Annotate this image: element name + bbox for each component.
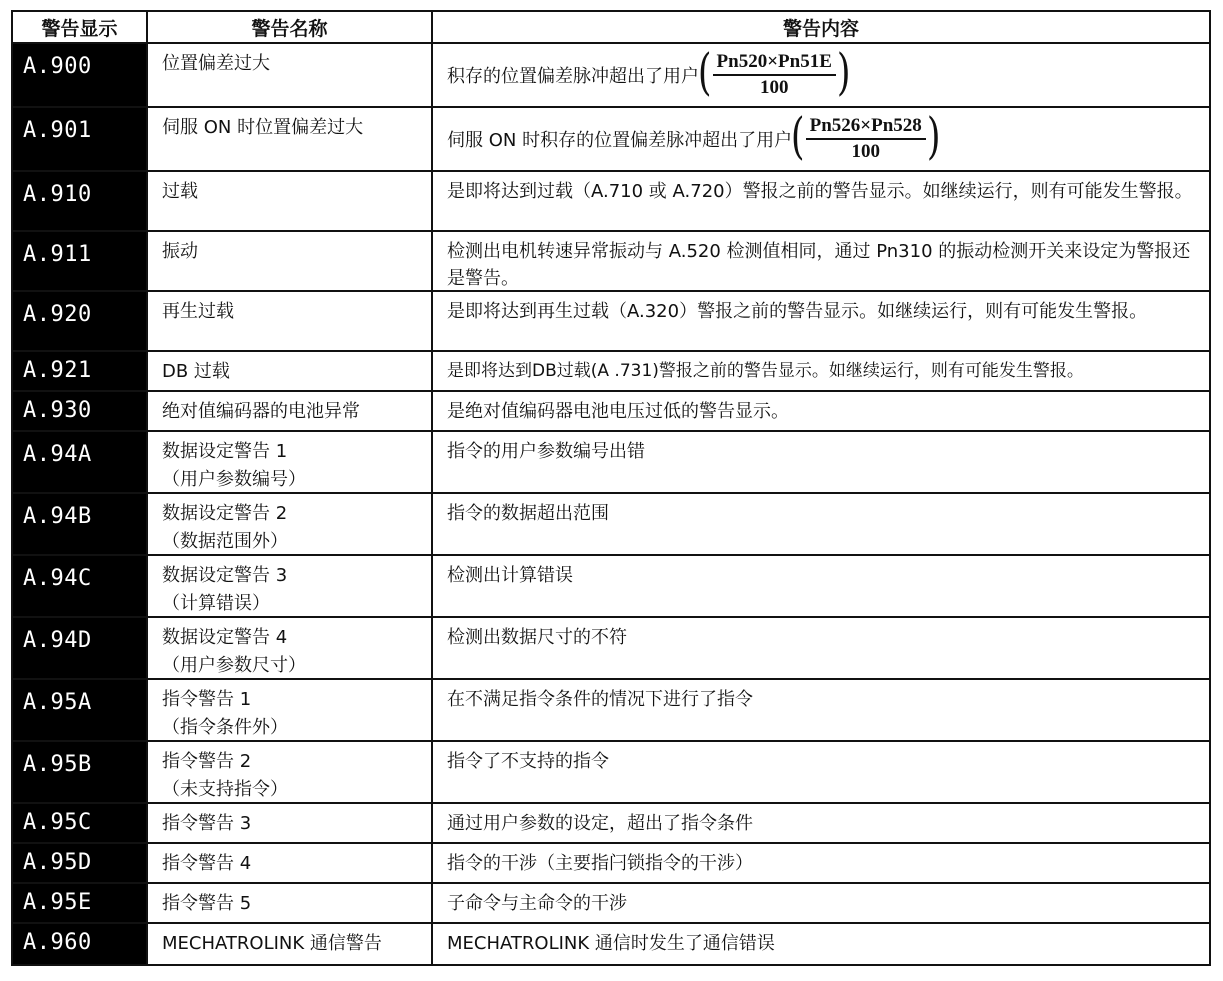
content-text: 伺服 ON 时积存的位置偏差脉冲超出了用户 bbox=[447, 130, 793, 151]
alarm-code: A.960 bbox=[13, 924, 148, 964]
header-name: 警告名称 bbox=[148, 12, 433, 42]
table-row bbox=[13, 44, 1209, 108]
table-header-row bbox=[13, 12, 1209, 44]
alarm-name: 指令警告 1 （指令条件外） bbox=[148, 680, 433, 740]
left-paren: ( bbox=[697, 43, 712, 101]
alarm-code: A.900 bbox=[13, 44, 148, 106]
alarm-code: A.930 bbox=[13, 392, 148, 430]
alarm-content: 指令的用户参数编号出错 bbox=[447, 441, 645, 462]
table-row bbox=[13, 432, 1209, 494]
table-row bbox=[13, 556, 1209, 618]
alarm-content: 指令了不支持的指令 bbox=[447, 751, 609, 772]
alarm-name: 振动 bbox=[148, 232, 433, 290]
alarm-content: 子命令与主命令的干涉 bbox=[447, 893, 627, 914]
alarm-code: A.95D bbox=[13, 844, 148, 882]
alarm-name: 过载 bbox=[148, 172, 433, 230]
fraction-denominator: 100 bbox=[759, 77, 789, 98]
alarm-code: A.911 bbox=[13, 232, 148, 290]
alarm-name: MECHATROLINK 通信警告 bbox=[148, 924, 433, 964]
alarm-content: 指令的干涉（主要指闩锁指令的干涉） bbox=[447, 853, 753, 874]
alarm-name: DB 过载 bbox=[148, 352, 433, 390]
alarm-content: 指令的数据超出范围 bbox=[447, 503, 609, 524]
alarm-code: A.920 bbox=[13, 292, 148, 350]
alarm-name: 指令警告 4 bbox=[148, 844, 433, 882]
table-row bbox=[13, 804, 1209, 844]
alarm-name: 指令警告 2 （未支持指令） bbox=[148, 742, 433, 802]
alarm-content: 是绝对值编码器电池电压过低的警告显示。 bbox=[447, 401, 789, 422]
alarm-content: MECHATROLINK 通信时发生了通信错误 bbox=[447, 933, 775, 954]
fraction-denominator: 100 bbox=[851, 141, 880, 162]
alarm-name: 位置偏差过大 bbox=[148, 44, 433, 106]
fraction bbox=[806, 114, 926, 164]
table-row bbox=[13, 742, 1209, 804]
alarm-content: 是即将达到DB过载(A .731)警报之前的警告显示。如继续运行，则有可能发生警报。 bbox=[447, 361, 1084, 381]
right-paren: ) bbox=[926, 107, 941, 165]
alarm-name: 指令警告 3 bbox=[148, 804, 433, 842]
alarm-content: 是即将达到过载（A.710 或 A.720）警报之前的警告显示。如继续运行，则有可能发生警报。 bbox=[447, 181, 1193, 202]
alarm-name: 指令警告 5 bbox=[148, 884, 433, 922]
fraction-numerator: Pn520×Pn51E bbox=[713, 50, 836, 76]
alarm-code: A.94B bbox=[13, 494, 148, 554]
alarm-code: A.95C bbox=[13, 804, 148, 842]
alarm-code: A.95B bbox=[13, 742, 148, 802]
table-row bbox=[13, 352, 1209, 392]
alarm-code: A.921 bbox=[13, 352, 148, 390]
table-row bbox=[13, 618, 1209, 680]
alarm-content: 检测出计算错误 bbox=[447, 565, 573, 586]
alarm-content: 检测出数据尺寸的不符 bbox=[447, 627, 627, 648]
left-paren: ( bbox=[791, 107, 805, 165]
fraction bbox=[713, 50, 836, 100]
table-row bbox=[13, 108, 1209, 172]
alarm-code: A.95A bbox=[13, 680, 148, 740]
alarm-content bbox=[433, 44, 1209, 106]
alarm-name: 数据设定警告 4 （用户参数尺寸） bbox=[148, 618, 433, 678]
table-row bbox=[13, 924, 1209, 964]
table-row bbox=[13, 680, 1209, 742]
alarm-content: 是即将达到再生过载（A.320）警报之前的警告显示。如继续运行，则有可能发生警报。 bbox=[447, 301, 1148, 322]
alarm-name: 数据设定警告 3 （计算错误） bbox=[148, 556, 433, 616]
right-paren: ) bbox=[836, 43, 851, 101]
table-row bbox=[13, 292, 1209, 352]
alarm-content: 检测出电机转速异常振动与 A.520 检测值相同，通过 Pn310 的振动检测开关来设定为警报还是警告。 bbox=[447, 241, 1191, 289]
fraction-numerator: Pn526×Pn528 bbox=[806, 114, 926, 140]
table-row bbox=[13, 494, 1209, 556]
table-row bbox=[13, 392, 1209, 432]
alarm-name: 数据设定警告 2 （数据范围外） bbox=[148, 494, 433, 554]
header-code: 警告显示 bbox=[13, 12, 148, 42]
alarm-name: 绝对值编码器的电池异常 bbox=[148, 392, 433, 430]
alarm-code: A.94D bbox=[13, 618, 148, 678]
alarm-content: 通过用户参数的设定，超出了指令条件 bbox=[447, 813, 753, 834]
alarm-content: 在不满足指令条件的情况下进行了指令 bbox=[447, 689, 753, 710]
content-text: 积存的位置偏差脉冲超出了用户 bbox=[447, 66, 699, 87]
alarm-code: A.901 bbox=[13, 108, 148, 170]
alarm-name: 再生过载 bbox=[148, 292, 433, 350]
table-row bbox=[13, 232, 1209, 292]
alarm-code: A.95E bbox=[13, 884, 148, 922]
alarm-table bbox=[11, 10, 1211, 966]
header-content: 警告内容 bbox=[782, 17, 859, 40]
table-row bbox=[13, 172, 1209, 232]
alarm-content bbox=[433, 108, 1209, 170]
alarm-name: 伺服 ON 时位置偏差过大 bbox=[148, 108, 433, 170]
table-row bbox=[13, 884, 1209, 924]
alarm-code: A.910 bbox=[13, 172, 148, 230]
alarm-name: 数据设定警告 1 （用户参数编号） bbox=[148, 432, 433, 492]
table-row bbox=[13, 844, 1209, 884]
alarm-code: A.94C bbox=[13, 556, 148, 616]
alarm-code: A.94A bbox=[13, 432, 148, 492]
